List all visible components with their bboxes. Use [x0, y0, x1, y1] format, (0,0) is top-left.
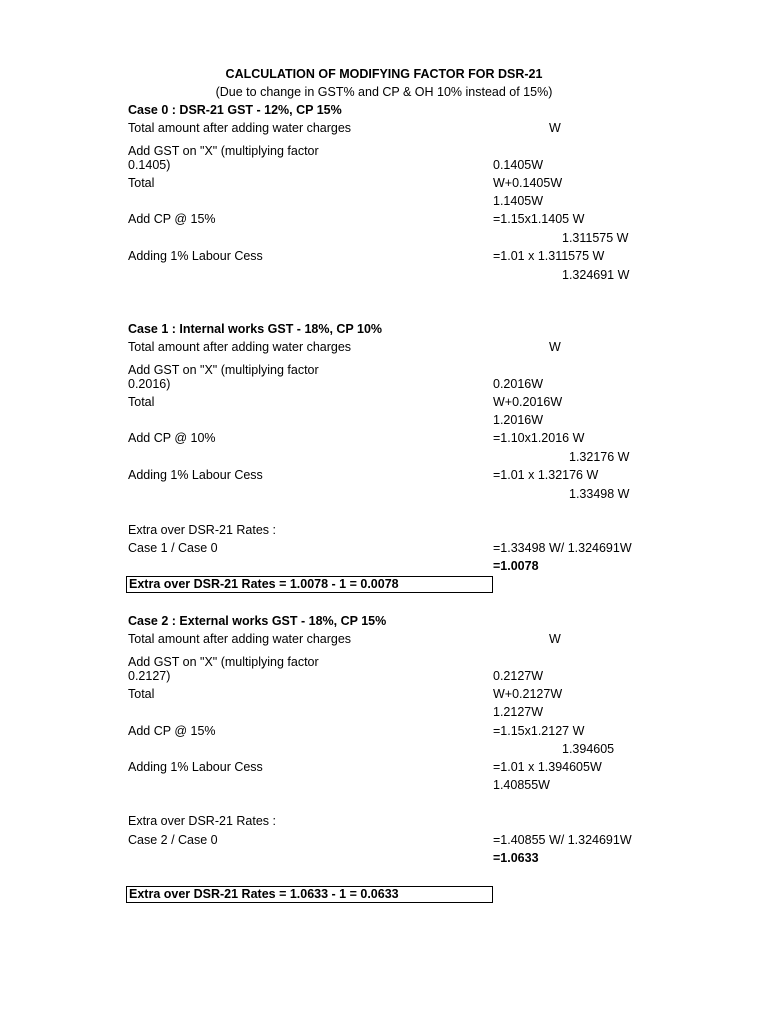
case0-total-value-a: W+0.1405W [493, 176, 563, 190]
case2-boxed-result: Extra over DSR-21 Rates = 1.0633 - 1 = 0.0633 [126, 886, 493, 903]
case1-row2-label-a: Add GST on "X" (multiplying factor [128, 363, 319, 377]
case1-extra-label: Extra over DSR-21 Rates : [128, 523, 276, 537]
case2-total-value-a: W+0.2127W [493, 687, 563, 701]
case1-total-value-a: W+0.2016W [493, 395, 563, 409]
case1-cp-label: Add CP @ 10% [128, 431, 216, 445]
case0-row1-label: Total amount after adding water charges [128, 121, 352, 135]
case0-cess-label: Adding 1% Labour Cess [128, 249, 263, 263]
case2-total-value-b: 1.2127W [493, 705, 544, 719]
case1-boxed-result: Extra over DSR-21 Rates = 1.0078 - 1 = 0.0078 [126, 576, 493, 593]
case2-heading: Case 2 : External works GST - 18%, CP 15% [128, 614, 387, 628]
case0-cp-label: Add CP @ 15% [128, 212, 216, 226]
page-title: CALCULATION OF MODIFYING FACTOR FOR DSR-21 [225, 67, 543, 81]
page-subtitle: (Due to change in GST% and CP & OH 10% instead of 15%) [215, 85, 553, 99]
case1-row1-value: W [549, 340, 561, 354]
case2-row2-value: 0.2127W [493, 669, 544, 683]
case1-cess-value-a: =1.01 x 1.32176 W [493, 468, 599, 482]
case1-ratio-label: Case 1 / Case 0 [128, 541, 218, 555]
case1-cp-value-b: 1.32176 W [569, 450, 630, 464]
case0-cess-value-b: 1.324691 W [562, 268, 630, 282]
case2-cess-value-b: 1.40855W [493, 778, 550, 792]
case0-total-label: Total [128, 176, 155, 190]
case0-row2-label-b: 0.1405) [128, 158, 171, 172]
case0-cp-value-a: =1.15x1.1405 W [493, 212, 585, 226]
case2-row1-label: Total amount after adding water charges [128, 632, 352, 646]
case2-cess-label: Adding 1% Labour Cess [128, 760, 263, 774]
case0-row2-label-a: Add GST on "X" (multiplying factor [128, 144, 319, 158]
case0-cess-value-a: =1.01 x 1.311575 W [493, 249, 605, 263]
case1-cess-label: Adding 1% Labour Cess [128, 468, 263, 482]
case1-row2-value: 0.2016W [493, 377, 544, 391]
case2-cp-value-b: 1.394605 [562, 742, 615, 756]
case0-heading: Case 0 : DSR-21 GST - 12%, CP 15% [128, 103, 342, 117]
case2-total-label: Total [128, 687, 155, 701]
case2-ratio-result: =1.0633 [493, 851, 539, 865]
case1-cess-value-b: 1.33498 W [569, 487, 630, 501]
case2-cp-value-a: =1.15x1.2127 W [493, 724, 585, 738]
case2-extra-label: Extra over DSR-21 Rates : [128, 814, 276, 828]
case0-row1-value: W [549, 121, 561, 135]
case1-row1-label: Total amount after adding water charges [128, 340, 352, 354]
case1-total-value-b: 1.2016W [493, 413, 544, 427]
case2-row2-label-a: Add GST on "X" (multiplying factor [128, 655, 319, 669]
case1-cp-value-a: =1.10x1.2016 W [493, 431, 585, 445]
case1-heading: Case 1 : Internal works GST - 18%, CP 10% [128, 322, 383, 336]
case1-ratio-result: =1.0078 [493, 559, 539, 573]
case0-cp-value-b: 1.311575 W [562, 231, 629, 245]
case2-row2-label-b: 0.2127) [128, 669, 171, 683]
case0-total-value-b: 1.1405W [493, 194, 544, 208]
case2-cess-value-a: =1.01 x 1.394605W [493, 760, 602, 774]
case1-ratio-value: =1.33498 W/ 1.324691W [493, 541, 632, 555]
case2-row1-value: W [549, 632, 561, 646]
case1-total-label: Total [128, 395, 155, 409]
case0-row2-value: 0.1405W [493, 158, 544, 172]
case2-ratio-label: Case 2 / Case 0 [128, 833, 218, 847]
case1-row2-label-b: 0.2016) [128, 377, 171, 391]
case2-ratio-value: =1.40855 W/ 1.324691W [493, 833, 632, 847]
case2-cp-label: Add CP @ 15% [128, 724, 216, 738]
